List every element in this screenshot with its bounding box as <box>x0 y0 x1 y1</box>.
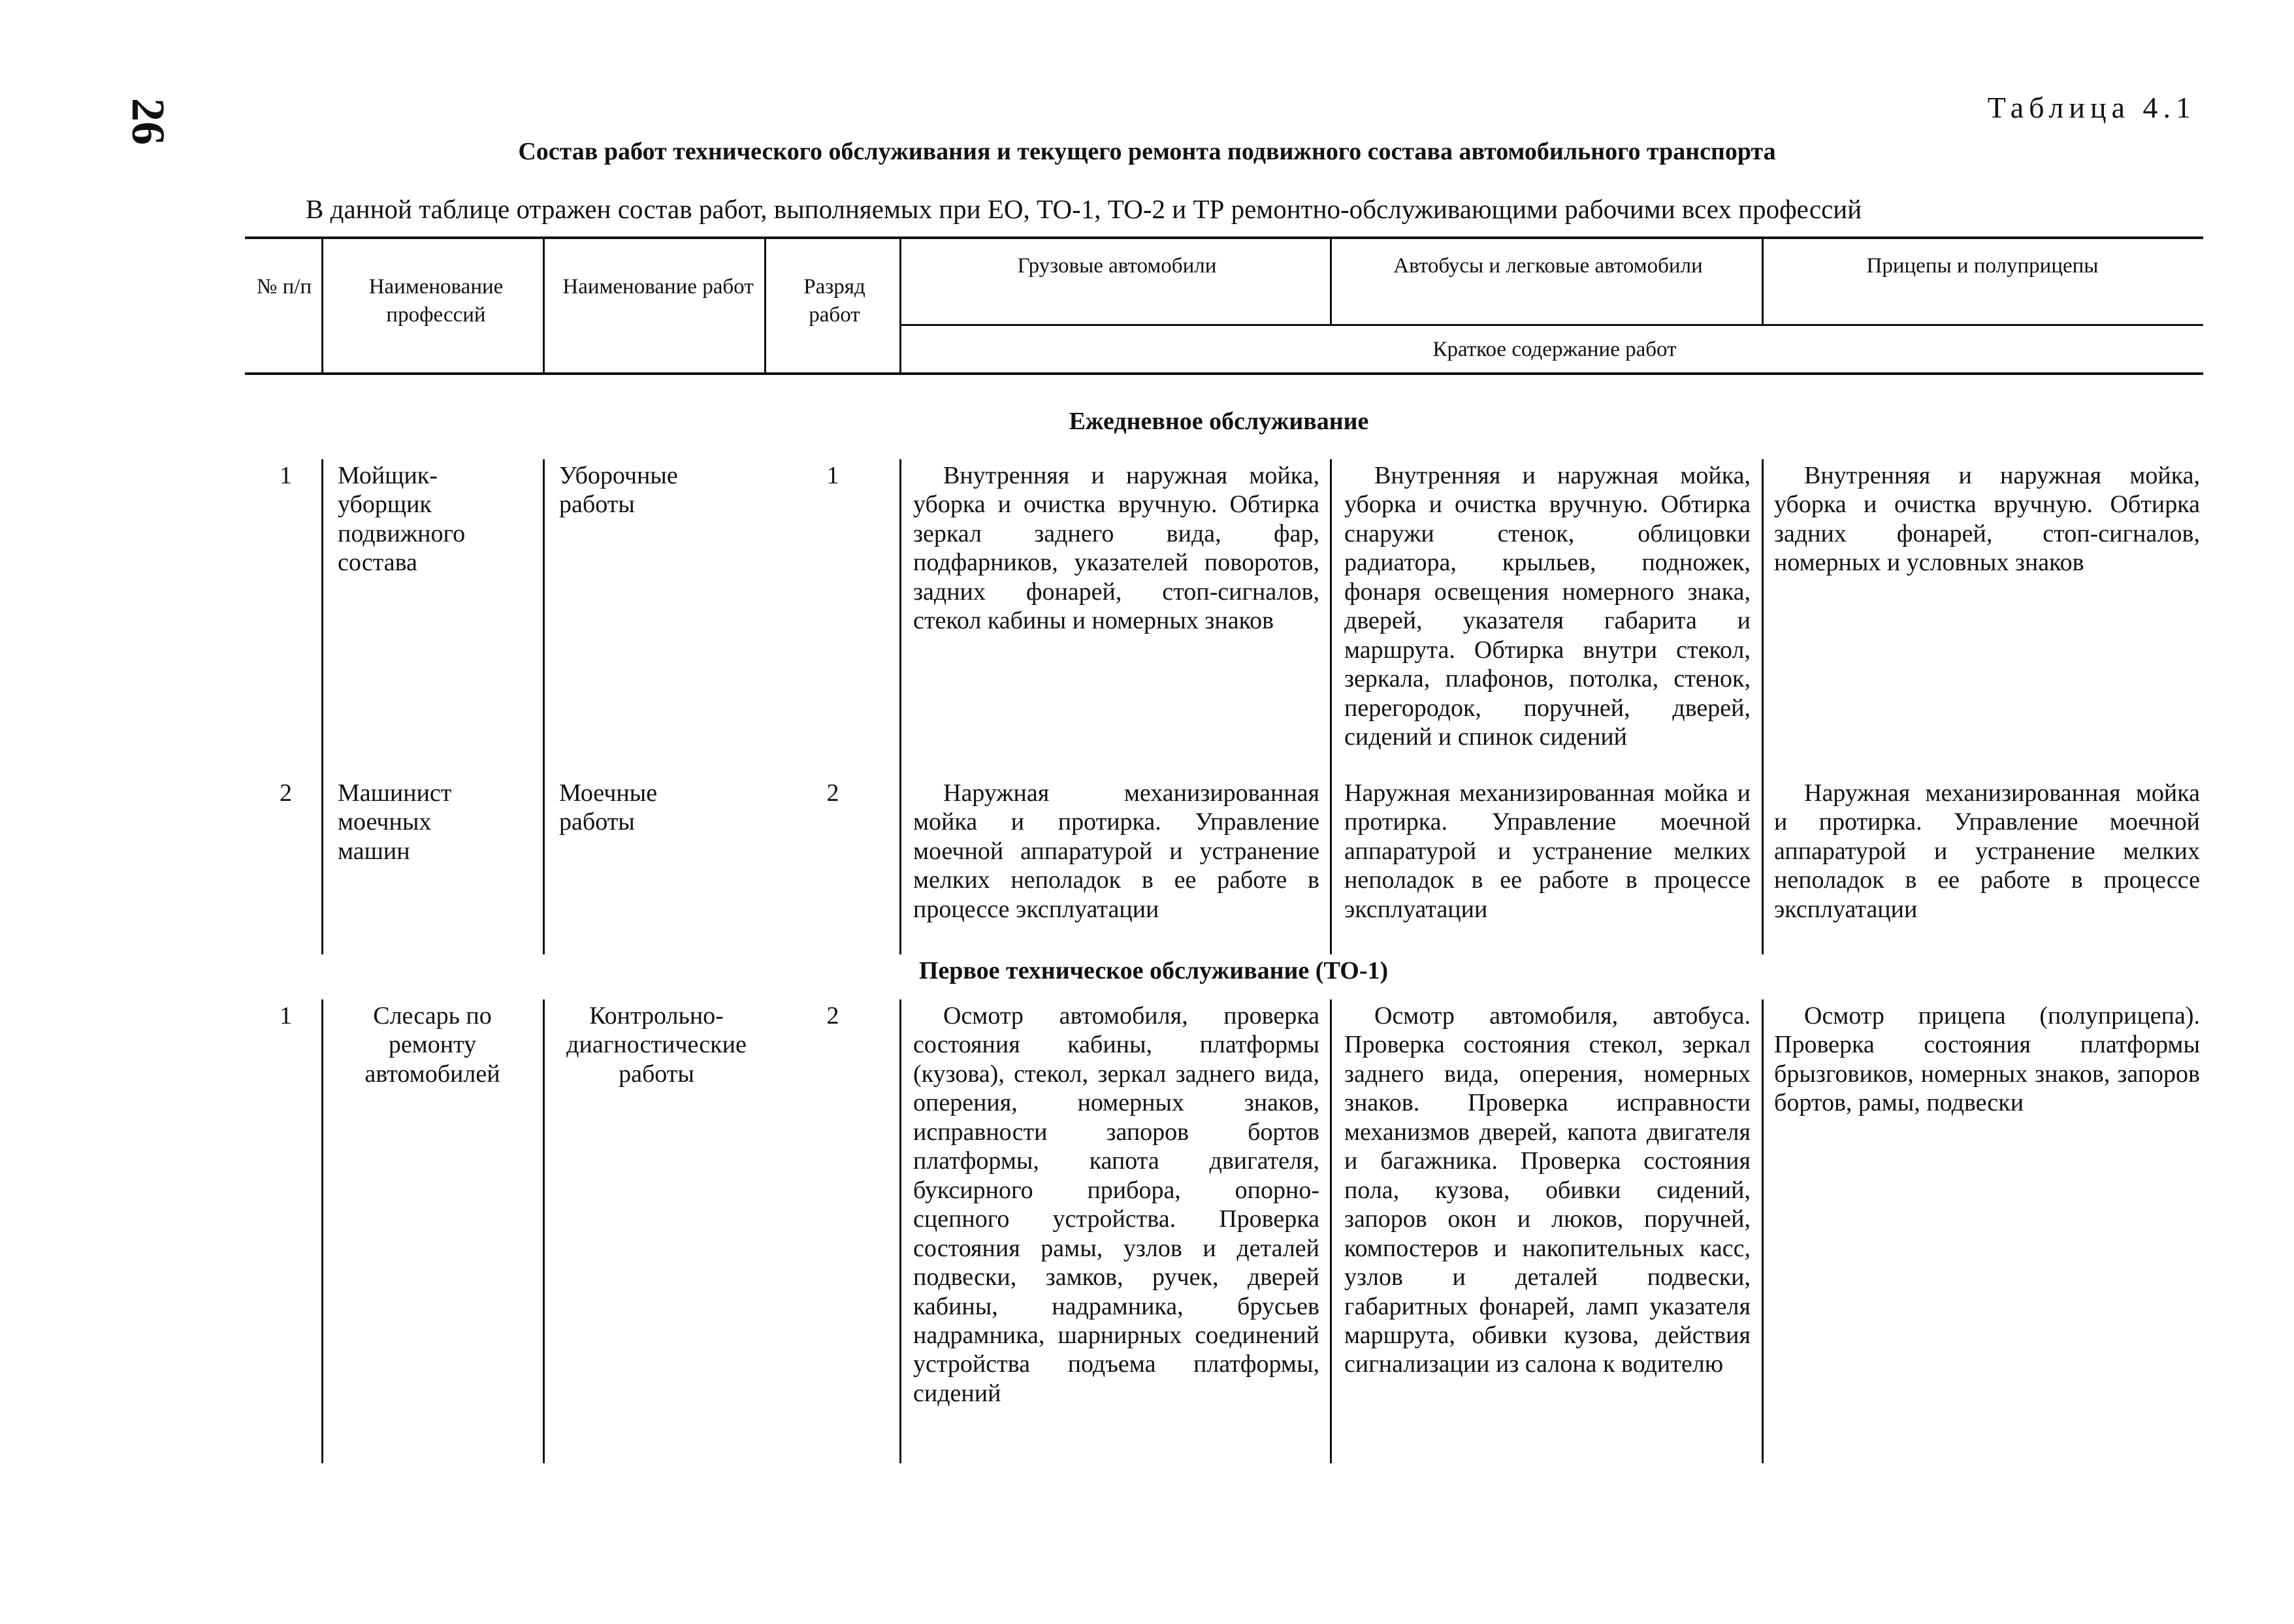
row-trucks: Наружная механизированная мойка и протирка. Управление моечной аппаратурой и устранение мелких неполадок в ее работе в процессе эксплуатации <box>913 779 1319 923</box>
row-works: Уборочные работы <box>559 462 678 519</box>
row-trailers: Внутренняя и наружная мойка, уборка и очистка вручную. Обтирка задних фонарей, стоп-сигналов, номерных и условных знаков <box>1774 462 2200 577</box>
column-divider <box>1762 459 1764 954</box>
header-grade: Разряд работ <box>803 275 865 327</box>
header-divider <box>899 238 901 374</box>
column-divider <box>1330 999 1332 1463</box>
row-works: Контрольно-диагностические работы <box>566 1002 747 1088</box>
row-profession: Мойщик-уборщик подвижного состава <box>338 462 466 577</box>
header-works: Наименование работ <box>562 275 754 299</box>
header-divider <box>321 238 323 374</box>
header-buses: Автобусы и легковые автомобили <box>1393 254 1703 278</box>
header-bottom-rule <box>245 372 2203 375</box>
row-grade: 2 <box>826 779 839 807</box>
row-profession: Машинист моечных машин <box>338 779 452 865</box>
row-grade: 2 <box>826 1002 839 1030</box>
table-label: Таблица 4.1 <box>1987 91 2196 124</box>
section-title: Ежедневное обслуживание <box>1069 408 1369 435</box>
section-title: Первое техническое обслуживание (ТО-1) <box>918 957 1389 984</box>
column-divider <box>899 999 901 1463</box>
column-divider <box>321 999 323 1463</box>
row-grade: 1 <box>826 462 839 489</box>
header-num: № п/п <box>256 275 312 299</box>
row-buses: Наружная механизированная мойка и протирка. Управление моечной аппаратурой и устранение мелких неполадок в ее работе в процессе эксплуатации <box>1344 779 1751 923</box>
row-num: 2 <box>280 779 292 807</box>
table-intro: В данной таблице отражен состав работ, выполняемых при ЕО, ТО-1, ТО-2 и ТР ремонтно-обслуживающими рабочими всех профессий <box>306 194 1862 224</box>
row-works: Моечные работы <box>559 779 658 836</box>
column-divider <box>1330 459 1332 954</box>
header-divider <box>1330 238 1332 325</box>
header-trucks: Грузовые автомобили <box>1017 254 1217 278</box>
header-divider <box>543 238 545 374</box>
row-trailers: Осмотр прицепа (полуприцепа). Проверка состояния платформы брызговиков, номерных знаков, запоров бортов, рамы, подвески <box>1774 1002 2200 1117</box>
header-mid-rule <box>899 324 2203 326</box>
row-trucks: Внутренняя и наружная мойка, уборка и очистка вручную. Обтирка зеркал заднего вида, фар, подфарников, указателей поворотов, задних фонарей, стоп-сигналов, стекол кабины и номерных знаков <box>913 462 1319 635</box>
header-summary: Краткое содержание работ <box>1432 338 1677 361</box>
row-num: 1 <box>280 462 292 489</box>
table-title: Состав работ технического обслуживания и текущего ремонта подвижного состава автомобильного транспорта <box>518 138 1776 165</box>
column-divider <box>1762 999 1764 1463</box>
header-profession: Наименование профессий <box>368 275 504 327</box>
column-divider <box>321 459 323 954</box>
row-trailers: Наружная механизированная мойка и протирка. Управление моечной аппаратурой и устранение мелких неполадок в ее работе в процессе эксплуатации <box>1774 779 2200 923</box>
page-number: 26 <box>122 98 174 145</box>
column-divider <box>543 459 545 954</box>
row-num: 1 <box>280 1002 292 1030</box>
header-top-rule <box>245 236 2203 239</box>
row-buses: Осмотр автомобиля, автобуса. Проверка состояния стекол, зеркал заднего вида, оперения, номерных знаков. Проверка исправности механизмов дверей, капота двигателя и багажника. Проверка состояния пола, кузова, обивки сидений, запоров окон и люков, поручней, компостеров и накопительных касс, узлов и деталей подвески, габаритных фонарей, ламп указателя маршрута, обивки кузова, действия сигнализации из салона к водителю <box>1344 1002 1751 1378</box>
row-profession: Слесарь по ремонту автомобилей <box>364 1002 500 1088</box>
row-trucks: Осмотр автомобиля, проверка состояния кабины, платформы (кузова), стекол, зеркал заднего вида, оперения, номерных знаков, исправности запоров бортов платформы, капота двигателя, буксирного прибора, опорно-сцепного устройства. Проверка состояния рамы, узлов и деталей подвески, замков, ручек, дверей кабины, надрамника, брусьев надрамника, шарнирных соединений устройства подъема платформы, сидений <box>913 1002 1319 1407</box>
column-divider <box>899 459 901 954</box>
header-divider <box>1762 238 1764 325</box>
row-buses: Внутренняя и наружная мойка, уборка и очистка вручную. Обтирка снаружи стенок, облицовки радиатора, крыльев, подножек, фонаря освещения номерного знака, дверей, указателя габарита и маршрута. Обтирка внутри стекол, зеркала, плафонов, потолка, стенок, перегородок, поручней, дверей, сидений и спинок сидений <box>1344 462 1751 751</box>
column-divider <box>543 999 545 1463</box>
header-trailers: Прицепы и полуприцепы <box>1866 254 2099 278</box>
header-divider <box>764 238 766 374</box>
